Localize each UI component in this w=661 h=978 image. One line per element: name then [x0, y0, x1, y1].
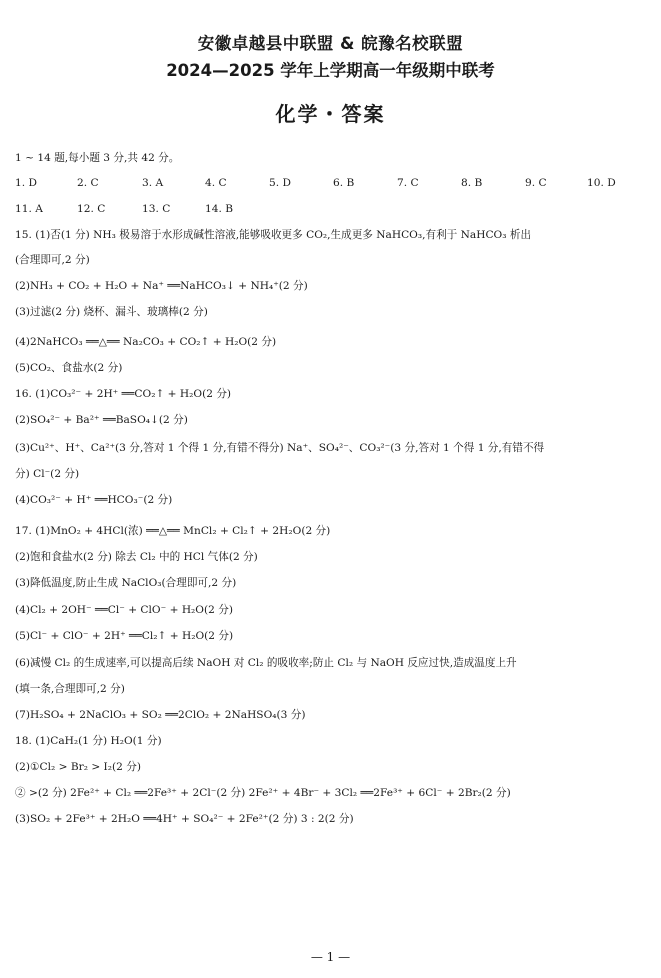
q17-line-6b: (填一条,合理即可,2 分) — [15, 683, 125, 695]
mc-answer: 13. C — [142, 203, 171, 215]
q16-line-1: 16. (1)CO₃²⁻ + 2H⁺ ══CO₂↑ + H₂O(2 分) — [15, 388, 232, 400]
exam-title: 2024—2025 学年上学期高一年级期中联考 — [166, 61, 495, 80]
q15-line-4: (4)2NaHCO₃ ══△══ Na₂CO₃ + CO₂↑ + H₂O(2 分) — [15, 336, 277, 348]
mc-intro: 1 ~ 14 题,每小题 3 分,共 42 分。 — [15, 152, 180, 164]
mc-answer: 7. C — [397, 177, 419, 189]
page-number: — 1 — — [310, 950, 351, 964]
mc-answer: 9. C — [525, 177, 547, 189]
q16-line-3: (3)Cu²⁺、H⁺、Ca²⁺(3 分,答对 1 个得 1 分,有错不得分) Na⁺、SO₄²⁻、CO₃²⁻(3 分,答对 1 个得 1 分,有错不得 — [15, 442, 545, 454]
q17-line-4: (4)Cl₂ + 2OH⁻ ══Cl⁻ + ClO⁻ + H₂O(2 分) — [15, 604, 233, 616]
q16-line-3b: 分) Cl⁻(2 分) — [15, 468, 80, 480]
mc-answer: 1. D — [15, 177, 37, 189]
q15-line-5: (5)CO₂、食盐水(2 分) — [15, 362, 123, 374]
q16-line-4: (4)CO₃²⁻ + H⁺ ══HCO₃⁻(2 分) — [15, 494, 173, 506]
mc-answer: 10. D — [587, 177, 616, 189]
q18-line-4: (3)SO₂ + 2Fe³⁺ + 2H₂O ══4H⁺ + SO₄²⁻ + 2Fe²⁺(2 分) 3 : 2(2 分) — [15, 813, 354, 825]
subject-title: 化学・答案 — [275, 102, 386, 126]
q17-line-1: 17. (1)MnO₂ + 4HCl(浓) ══△══ MnCl₂ + Cl₂↑ + 2H₂O(2 分) — [15, 525, 331, 537]
q18-line-2: (2)①Cl₂ > Br₂ > I₂(2 分) — [15, 761, 141, 773]
mc-answer: 2. C — [77, 177, 99, 189]
q15-line-2: (2)NH₃ + CO₂ + H₂O + Na⁺ ══NaHCO₃↓ + NH₄⁺(2 分) — [15, 280, 308, 292]
mc-answer: 12. C — [77, 203, 106, 215]
mc-answer: 3. A — [142, 177, 164, 189]
q17-line-7: (7)H₂SO₄ + 2NaClO₃ + SO₂ ══2ClO₂ + 2NaHSO₄(3 分) — [15, 709, 306, 721]
q17-line-5: (5)Cl⁻ + ClO⁻ + 2H⁺ ══Cl₂↑ + H₂O(2 分) — [15, 630, 234, 642]
q18-line-1: 18. (1)CaH₂(1 分) H₂O(1 分) — [15, 735, 162, 747]
alliance-title: 安徽卓越县中联盟 & 皖豫名校联盟 — [197, 34, 464, 53]
mc-answer: 11. A — [15, 203, 43, 215]
mc-answer: 6. B — [333, 177, 355, 189]
q15-line-1b: (合理即可,2 分) — [15, 254, 90, 266]
mc-answer: 14. B — [205, 203, 233, 215]
q17-line-2: (2)饱和食盐水(2 分) 除去 Cl₂ 中的 HCl 气体(2 分) — [15, 551, 258, 563]
q15-line-1: 15. (1)否(1 分) NH₃ 极易溶于水形成碱性溶液,能够吸收更多 CO₂,生成更多 NaHCO₃,有利于 NaHCO₃ 析出 — [15, 229, 532, 241]
mc-answer: 5. D — [269, 177, 291, 189]
q17-line-3: (3)降低温度,防止生成 NaClO₃(合理即可,2 分) — [15, 577, 237, 589]
q16-line-2: (2)SO₄²⁻ + Ba²⁺ ══BaSO₄↓(2 分) — [15, 414, 188, 426]
q15-line-3: (3)过滤(2 分) 烧杯、漏斗、玻璃棒(2 分) — [15, 306, 208, 318]
mc-answer: 4. C — [205, 177, 227, 189]
q18-line-3: ② >(2 分) 2Fe²⁺ + Cl₂ ══2Fe³⁺ + 2Cl⁻(2 分) 2Fe²⁺ + 4Br⁻ + 3Cl₂ ══2Fe³⁺ + 6Cl⁻ + 2Br₂(2 分) — [15, 787, 511, 799]
q17-line-6: (6)减慢 Cl₂ 的生成速率,可以提高后续 NaOH 对 Cl₂ 的吸收率;防止 Cl₂ 与 NaOH 反应过快,造成温度上升 — [15, 657, 517, 669]
mc-answer: 8. B — [461, 177, 483, 189]
